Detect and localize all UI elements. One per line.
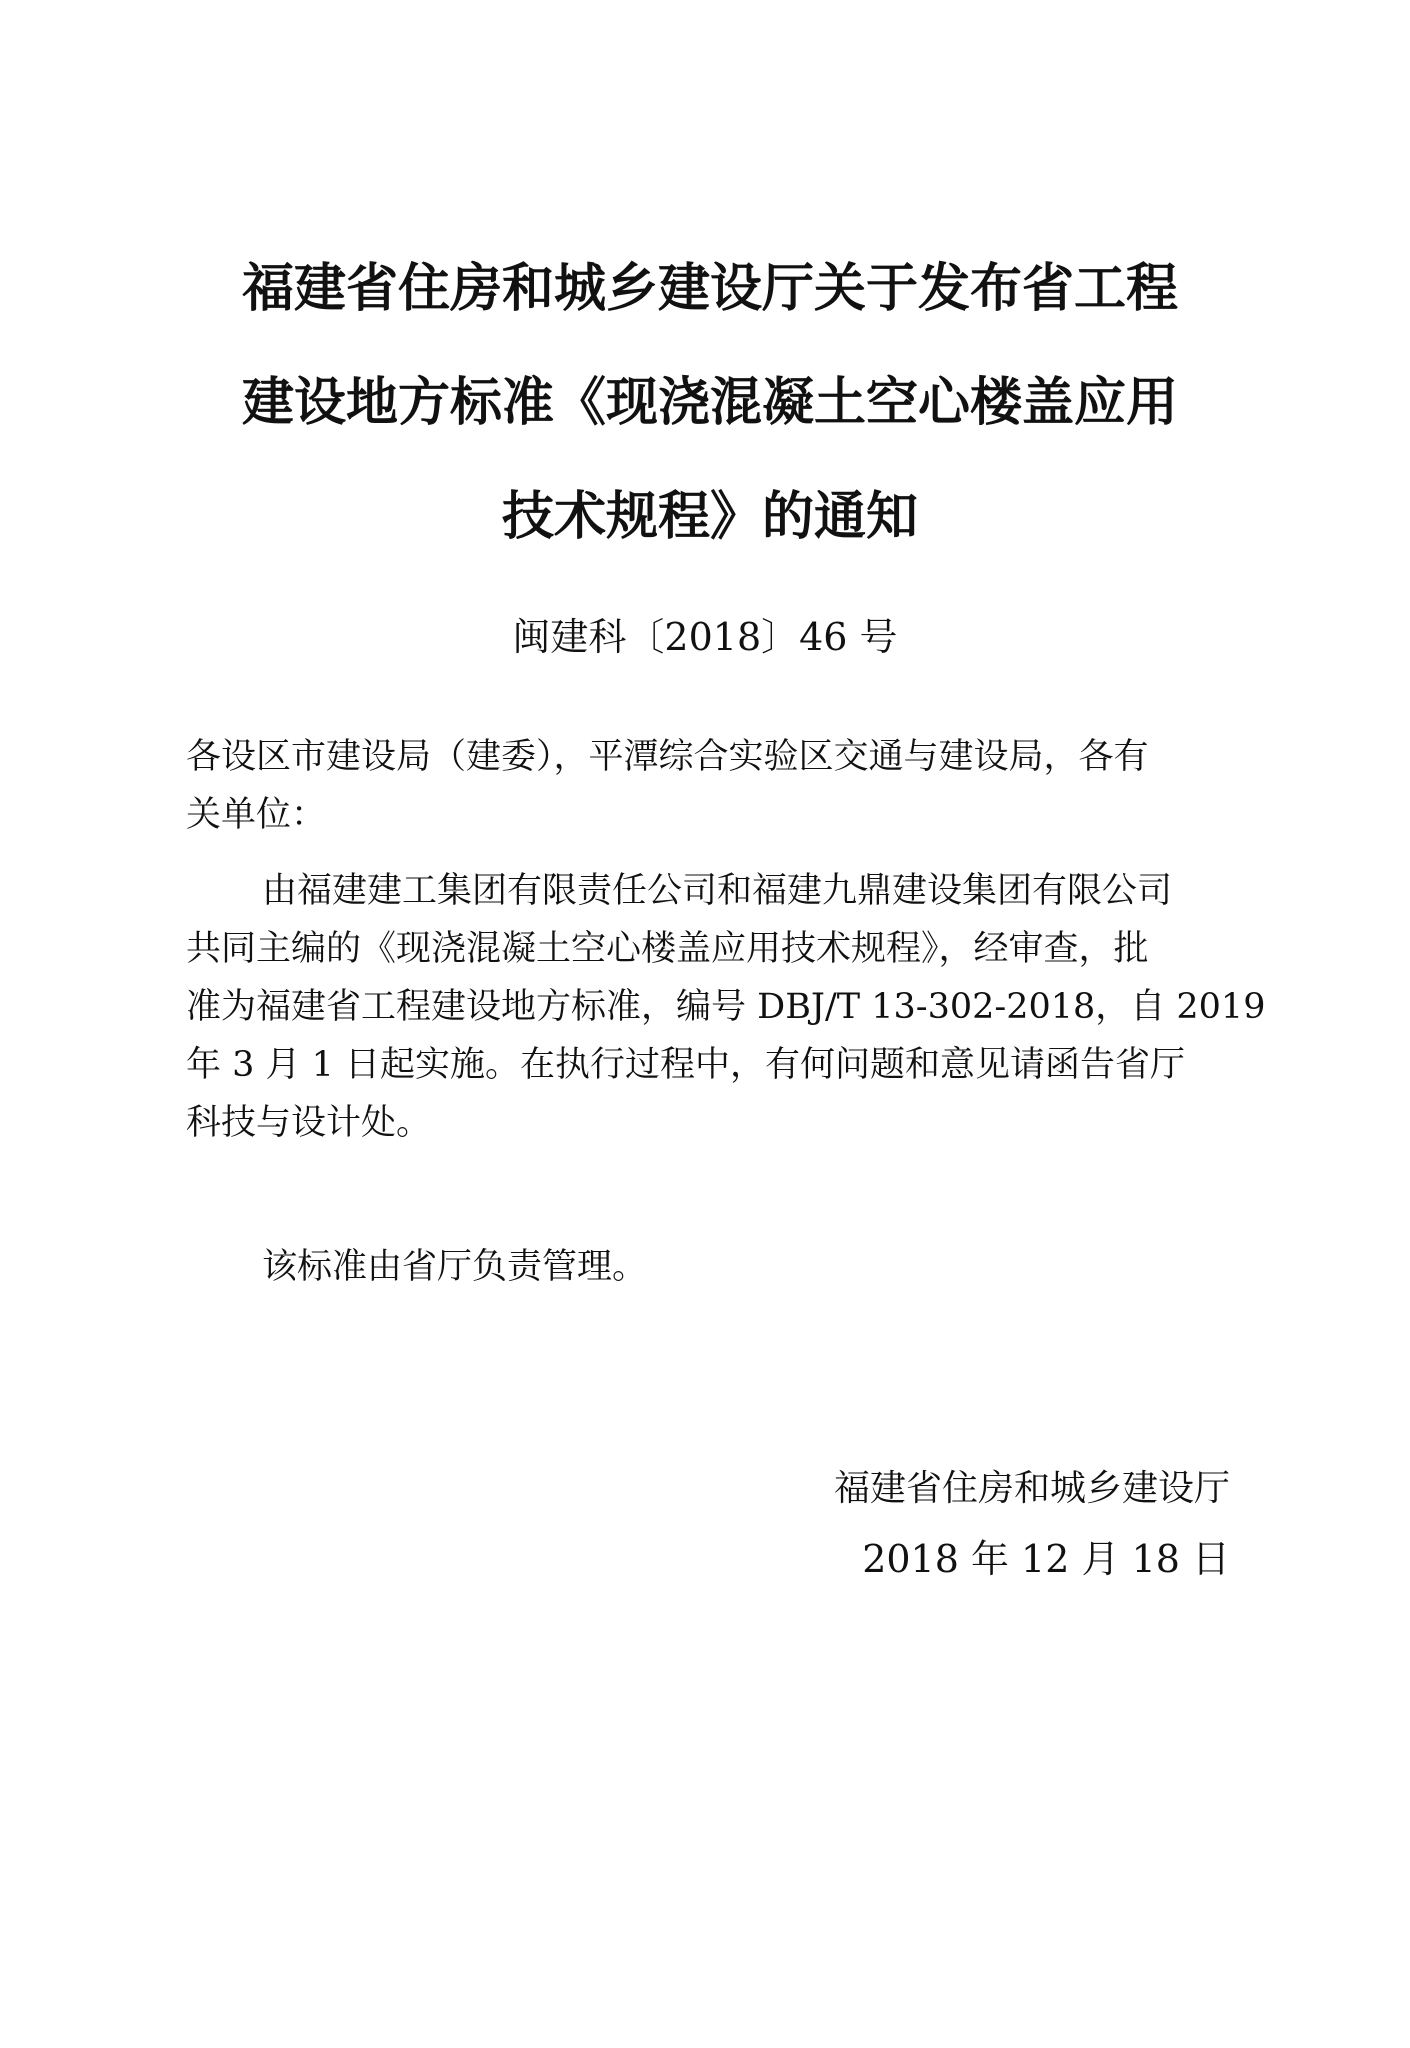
paragraph-line-5: 科技与设计处。 <box>186 1103 432 1143</box>
addressee <box>186 728 1226 844</box>
addressee-line-1: 各设区市建设局（建委），平潭综合实验区交通与建设局，各有 <box>186 737 1149 777</box>
title-line-3: 技术规程》的通知 <box>501 487 918 547</box>
document-number: 闽建科〔2018〕46 号 <box>512 615 898 659</box>
paragraph-line-2: 共同主编的《现浇混凝土空心楼盖应用技术规程》，经审查，批 <box>186 929 1149 969</box>
notice-body-paragraph <box>186 862 1266 1152</box>
addressee-line-2: 关单位： <box>186 795 327 835</box>
title-line-2: 建设地方标准《现浇混凝土空心楼盖应用 <box>241 373 1178 433</box>
paragraph-line-3: 准为福建省工程建设地方标准，编号 DBJ/T 13-302-2018，自 2019 <box>186 987 1266 1027</box>
signature-date: 2018 年 12 月 18 日 <box>862 1537 1230 1581</box>
management-statement <box>186 1238 1226 1296</box>
title-line-1: 福建省住房和城乡建设厅关于发布省工程 <box>241 259 1178 319</box>
signature-organization: 福建省住房和城乡建设厅 <box>833 1468 1230 1509</box>
notice-title <box>190 232 1230 574</box>
paragraph-line-1: 由福建建工集团有限责任公司和福建九鼎建设集团有限公司 <box>262 871 1173 911</box>
management-line: 该标准由省厅负责管理。 <box>262 1247 648 1287</box>
paragraph-line-4: 年 3 月 1 日起实施。在执行过程中，有何问题和意见请函告省厅 <box>186 1045 1186 1085</box>
